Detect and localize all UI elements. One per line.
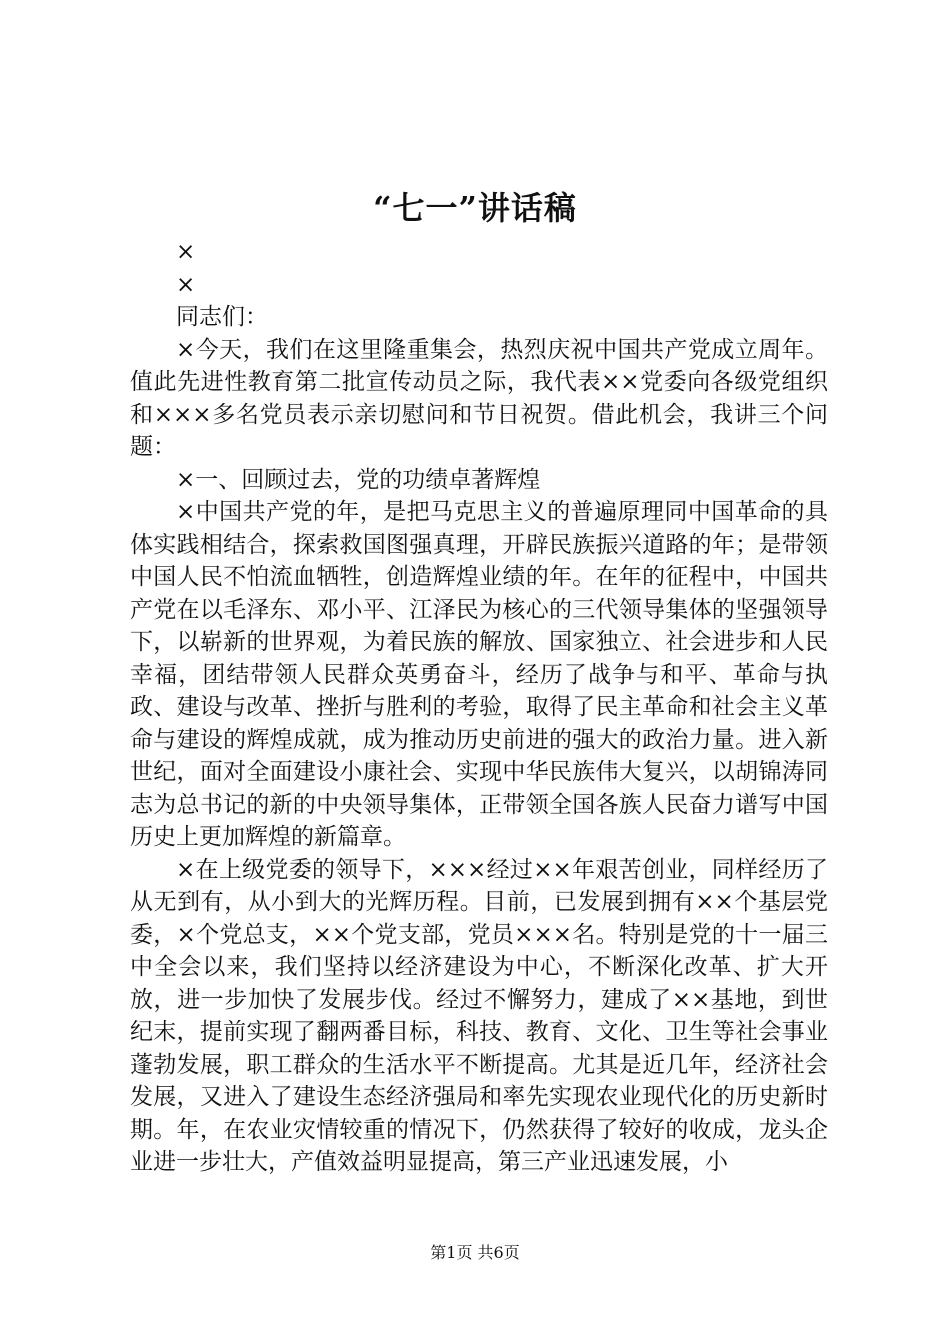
page-footer: 第1页 共6页 xyxy=(430,1243,520,1262)
paragraph-opening: ×今天，我们在这里隆重集会，热烈庆祝中国共产党成立周年。值此先进性教育第二批宣传动员之际，我代表××党委向各级党组织和×××多名党员表示亲切慰问和节日祝贺。借此机会，我讲三个问题： xyxy=(130,336,828,460)
section-heading-1: ×一、回顾过去，党的功绩卓著辉煌 xyxy=(176,466,541,493)
document-body xyxy=(130,236,828,1179)
paragraph-party-history: ×中国共产党的年，是把马克思主义的普遍原理同中国革命的具体实践相结合，探索救国图强真理，开辟民族振兴道路的年；是带领中国人民不怕流血牺牲，创造辉煌业绩的年。在年的征程中，中国共产党在以毛泽东、邓小平、江泽民为核心的三代领导集体的坚强领导下，以崭新的世界观，为着民族的解放、国家独立、社会进步和人民幸福，团结带领人民群众英勇奋斗，经历了战争与和平、革命与执政、建设与改革、挫折与胜利的考验，取得了民主革命和社会主义革命与建设的辉煌成就，成为推动历史前进的强大的政治力量。进入新世纪，面对全面建设小康社会、实现中华民族伟大复兴，以胡锦涛同志为总书记的新的中央领导集体，正带领全国各族人民奋力谱写中国历史上更加辉煌的新篇章。 xyxy=(130,499,828,850)
document-title: “七一”讲话稿 xyxy=(373,189,577,227)
paragraph-mark-1: × xyxy=(176,239,196,265)
salutation: 同志们： xyxy=(176,304,268,330)
paragraph-local-history: ×在上级党委的领导下，×××经过××年艰苦创业，同样经历了从无到有，从小到大的光辉历程。目前，已发展到拥有××个基层党委，×个党总支，××个党支部，党员×××名。特别是党的十一届三中全会以来，我们坚持以经济建设为中心，不断深化改革、扩大开放，进一步加快了发展步伐。经过不懈努力，建成了××基地，到世纪末，提前实现了翻两番目标，科技、教育、文化、卫生等社会事业蓬勃发展，职工群众的生活水平不断提高。尤其是近几年，经济社会发展，又进入了建设生态经济强局和率先实现农业现代化的历史新时期。年，在农业灾情较重的情况下，仍然获得了较好的收成，龙头企业进一步壮大，产值效益明显提高，第三产业迅速发展，小 xyxy=(130,856,828,1175)
paragraph-mark-2: × xyxy=(176,271,196,298)
